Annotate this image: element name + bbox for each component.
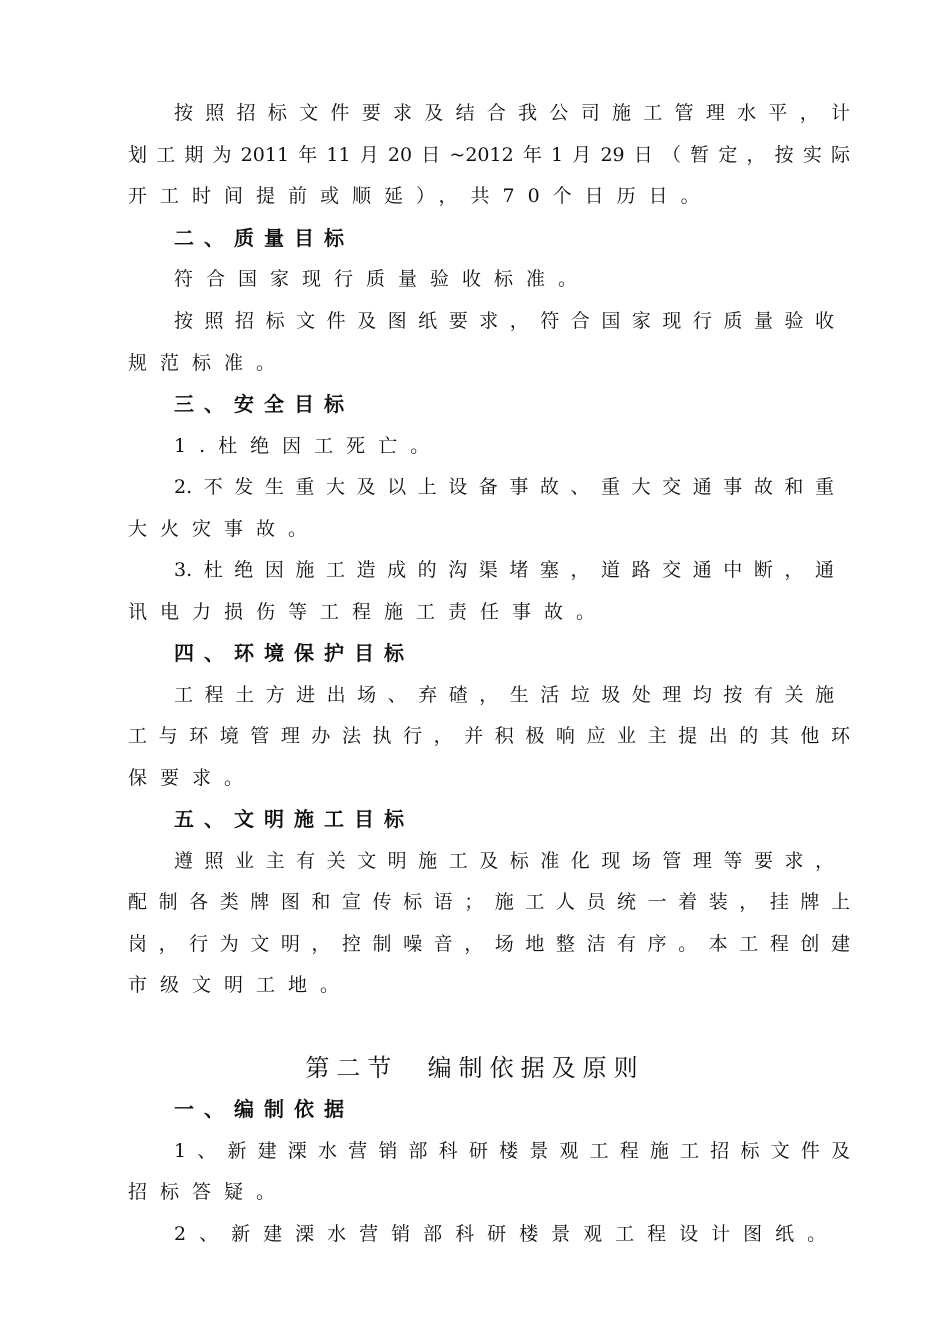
heading-compilation-basis: 一、编制依据 [174,1097,354,1121]
paragraph-line: 工​与​环​境​管​理​办​法​执​行​，​并​积​极​响​应​业​主​提​出​的​其​他​环 [128,725,850,747]
heading-environment-goal: 四、环境保护目标 [174,641,414,665]
section-title: 第二节 编制依据及原则 [305,1054,645,1082]
paragraph-line: 规范标准。 [128,352,289,374]
paragraph-line: 开工时间提前或顺延），共70个日历日。 [128,185,713,207]
paragraph-line: 划​工​期​为​2​0​1​1​年​1​1​月​2​0​日​~​2​0​1​2​年​1​月​2​9​日​（​暂​定​，​按​实​际 [128,144,850,166]
heading-civilized-construction-goal: 五、文明施工目标 [174,807,414,831]
paragraph-line: 2、新建溧水营销部科研楼景观工程设计图纸。 [174,1223,840,1245]
paragraph-line: 讯电力损伤等工程施工责任事故。 [128,601,609,623]
paragraph-line: 按​照​招​标​文​件​及​图​纸​要​求​，​符​合​国​家​现​行​质​量​验​收 [174,310,834,332]
paragraph-line: 市级文明工地。 [128,974,353,996]
paragraph-line: 3​.​杜​绝​因​施​工​造​成​的​沟​渠​堵​塞​，​道​路​交​通​中​断​，​通 [174,559,834,581]
paragraph-line: 符合国家现行质量验收标准。 [174,268,591,290]
heading-quality-goal: 二、质量目标 [174,226,354,250]
paragraph-line: 1.杜绝因工死亡。 [174,435,443,457]
paragraph-line: 2​.​不​发​生​重​大​及​以​上​设​备​事​故​、​重​大​交​通​事​故​和​重 [174,476,834,498]
paragraph-line: 1​、​新​建​溧​水​营​销​部​科​研​楼​景​观​工​程​施​工​招​标​文​件​及 [174,1140,850,1162]
paragraph-line: 配​制​各​类​牌​图​和​宣​传​标​语​；​施​工​人​员​统​一​着​装​，​挂​牌​上 [128,891,850,913]
paragraph-line: 遵​照​业​主​有​关​文​明​施​工​及​标​准​化​现​场​管​理​等​要​求​， [174,850,834,872]
paragraph-line: 按​照​招​标​文​件​要​求​及​结​合​我​公​司​施​工​管​理​水​平​，​计 [174,102,850,124]
paragraph-line: 大火灾事故。 [128,518,321,540]
paragraph-line: 保要求。 [128,767,257,789]
paragraph-line: 招标答疑。 [128,1181,289,1203]
heading-safety-goal: 三、安全目标 [174,392,354,416]
paragraph-line: 岗​，​行​为​文​明​，​控​制​噪​音​，​场​地​整​洁​有​序​。​本​工​程​创​建 [128,933,850,955]
paragraph-line: 工​程​土​方​进​出​场​、​弃​碴​，​生​活​垃​圾​处​理​均​按​有​关​施 [174,684,834,706]
